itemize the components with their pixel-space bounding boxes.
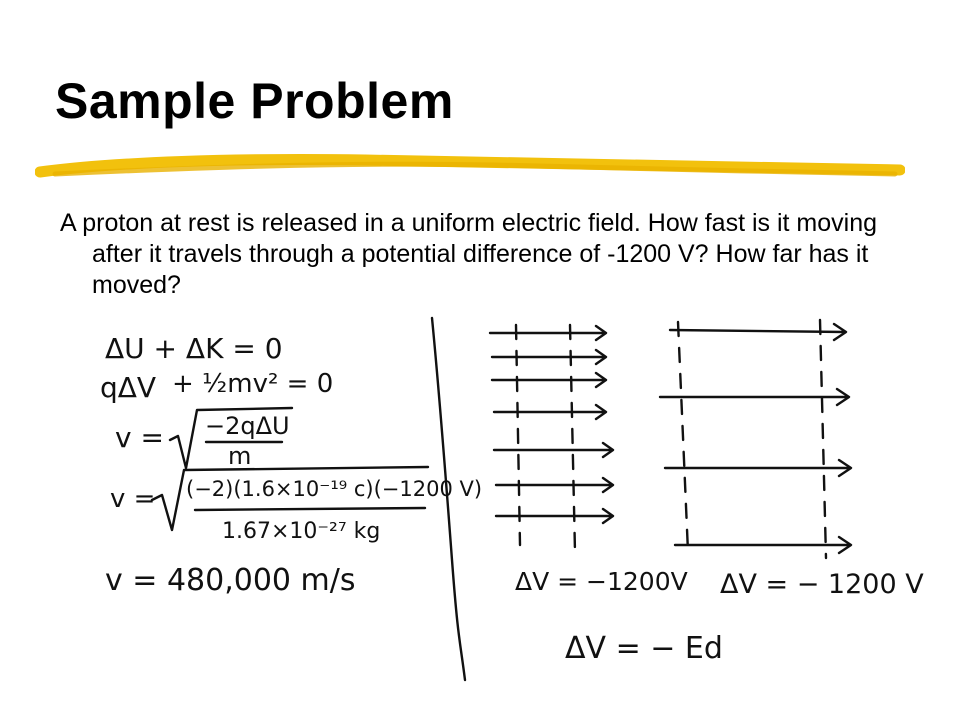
potential-difference-left: ΔV = −1200V xyxy=(515,567,688,596)
eq-numeric-lhs: v = xyxy=(110,484,156,514)
field-line-arrow xyxy=(490,326,606,340)
field-line-arrow xyxy=(496,509,613,523)
equipotential-line-2 xyxy=(570,325,575,552)
field-diagram-left xyxy=(490,325,613,552)
velocity-answer: v = 480,000 m/s xyxy=(105,563,356,598)
field-line-arrow xyxy=(492,373,606,387)
field-line-arrow xyxy=(660,389,849,405)
eq-expanded-right: + ½mv² = 0 xyxy=(172,369,334,399)
equipotential-line-4 xyxy=(820,320,826,558)
field-line-arrow xyxy=(496,478,613,492)
potential-difference-formula: ΔV = − Ed xyxy=(565,631,723,666)
slide-title: Sample Problem xyxy=(55,73,454,129)
potential-difference-right: ΔV = − 1200 V xyxy=(720,569,924,600)
fraction-bar-2 xyxy=(195,508,425,510)
eq-velocity-numerator: −2qΔU xyxy=(205,412,290,440)
eq-expanded-left: qΔV xyxy=(100,371,157,404)
field-line-arrow xyxy=(494,405,606,419)
equipotential-line-3 xyxy=(678,322,688,552)
field-diagram-right xyxy=(660,320,851,558)
eq-numeric-numerator: (−2)(1.6×10⁻¹⁹ c)(−1200 V) xyxy=(186,477,483,501)
problem-text: A proton at rest is released in a uniform electric field. How fast is it moving after it travels through a potential difference of -1200 V? How far has it moved? xyxy=(60,209,878,299)
field-line-arrow xyxy=(494,443,613,457)
field-line-arrow xyxy=(492,350,606,364)
eq-velocity-lhs: v = xyxy=(115,421,164,454)
eq-velocity-denominator: m xyxy=(228,442,252,470)
eq-numeric-denominator: 1.67×10⁻²⁷ kg xyxy=(222,519,381,544)
eq-energy-conservation: ΔU + ΔK = 0 xyxy=(105,332,283,365)
